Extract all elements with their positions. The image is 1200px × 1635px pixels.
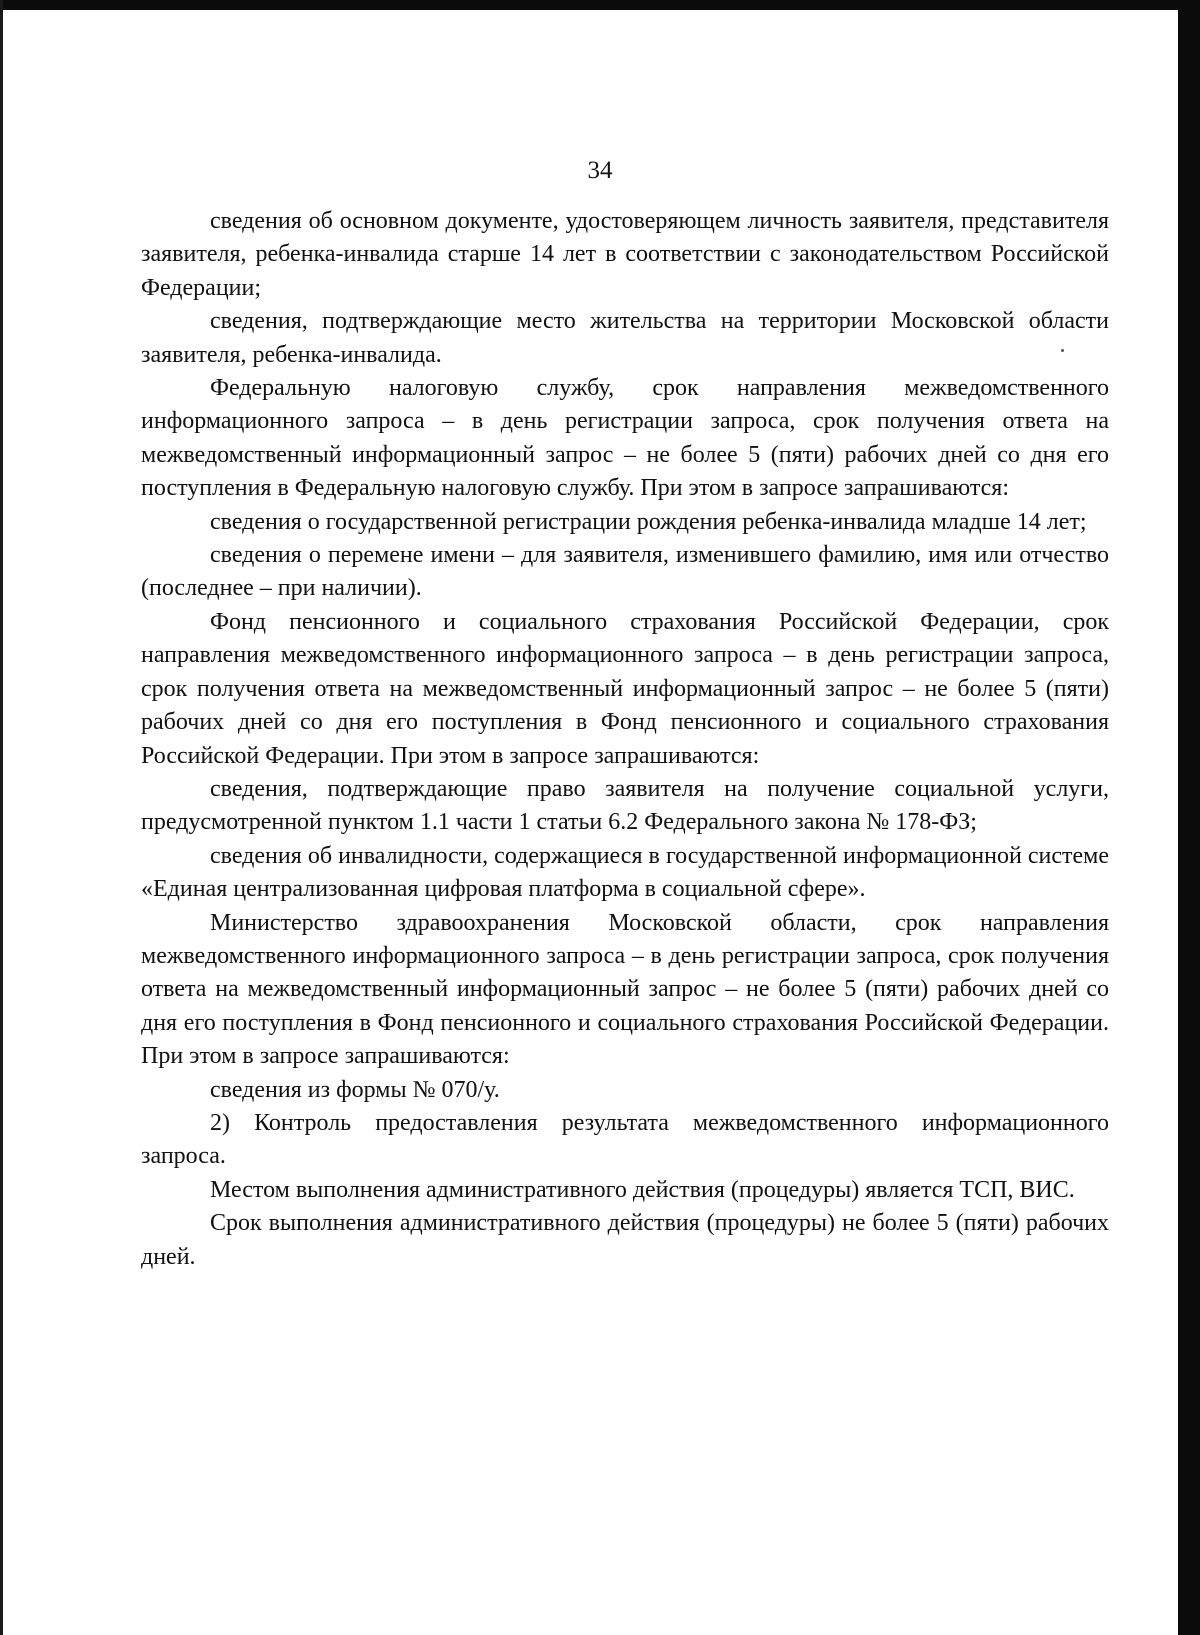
scan-border-left bbox=[0, 0, 3, 1635]
page-number: 34 bbox=[587, 157, 613, 184]
paragraph: Министерство здравоохранения Московской области, срок направления межведомственного информационного запроса – в день регистрации запроса, срок получения ответа на межведомственный информационный запрос – не более 5 (пяти) рабочих дней со дня его поступления в Фонд пенсионного и социального страхования Российской Федерации. При этом в запросе запрашиваются: bbox=[141, 909, 1109, 1070]
scan-border-right bbox=[1178, 0, 1200, 1635]
paragraph: сведения об основном документе, удостоверяющем личность заявителя, представителя заявителя, ребенка-инвалида старше 14 лет в соответствии с законодательством Российской Федерации; bbox=[141, 208, 1109, 301]
paragraph: сведения об инвалидности, содержащиеся в государственной информационной системе «Единая централизованная цифровая платформа в социальной сфере». bbox=[141, 842, 1109, 903]
paragraph: Фонд пенсионного и социального страхования Российской Федерации, срок направления межведомственного информационного запроса – в день регистрации запроса, срок получения ответа на межведомственный информационный запрос – не более 5 (пяти) рабочих дней со дня его поступления в Фонд пенсионного и социального страхования Российской Федерации. При этом в запросе запрашиваются: bbox=[141, 608, 1109, 769]
paragraph: сведения, подтверждающие право заявителя на получение социальной услуги, предусмотренной пунктом 1.1 части 1 статьи 6.2 Федерального закона № 178-ФЗ; bbox=[141, 775, 1109, 836]
document-body bbox=[141, 205, 1109, 1274]
paragraph: сведения, подтверждающие место жительства на территории Московской области заявителя, ребенка-инвалида. bbox=[141, 308, 1109, 368]
paragraph: 2) Контроль предоставления результата межведомственного информационного запроса. bbox=[141, 1109, 1109, 1170]
paragraph: Срок выполнения административного действия (процедуры) не более 5 (пяти) рабочих дней. bbox=[141, 1210, 1109, 1270]
paragraph: сведения о государственной регистрации рождения ребенка-инвалида младше 14 лет; bbox=[210, 508, 1087, 535]
scan-border-top bbox=[0, 0, 1200, 10]
paragraph: Местом выполнения административного действия (процедуры) является ТСП, ВИС. bbox=[210, 1176, 1075, 1203]
paragraph: сведения о перемене имени – для заявителя, изменившего фамилию, имя или отчество (последнее – при наличии). bbox=[141, 542, 1109, 602]
paragraph: Федеральную налоговую службу, срок направления межведомственного информационного запроса – в день регистрации запроса, срок получения ответа на межведомственный информационный запрос – не более 5 (пяти) рабочих дней со дня его поступления в Федеральную налоговую службу. При этом в запросе запрашиваются: bbox=[141, 375, 1109, 502]
paragraph: сведения из формы № 070/у. bbox=[210, 1076, 500, 1103]
